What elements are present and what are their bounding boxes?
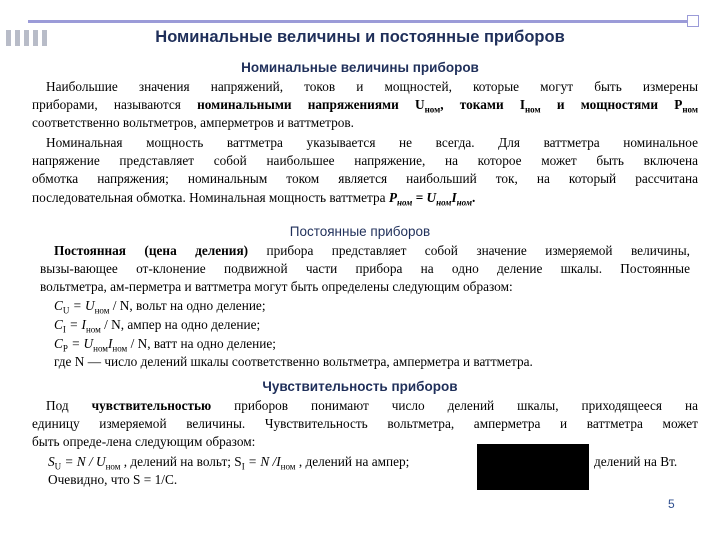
nominal-paragraph-1-line-2: приборами, называются номинальными напряжениями $U_{ном}$, токами $I_{ном}$ и мощностями $P_{ном}$ bbox=[32, 97, 698, 115]
nominal-paragraph-2-line-1: Номинальная мощность ваттметра указывается не всегда. Для ваттметра номинальное bbox=[46, 135, 698, 150]
section-heading-constants: Постоянные приборов bbox=[289, 224, 431, 239]
section-heading-sensitivity: Чувствительность приборов bbox=[262, 379, 458, 394]
constants-where-line: где N — число делений шкалы соответственно вольтметра, амперметра и ваттметра. bbox=[54, 354, 533, 369]
redacted-formula-block bbox=[477, 444, 589, 490]
slide-title: Номинальные величины и постоянные приборов bbox=[155, 28, 565, 46]
decorative-corner-square bbox=[687, 15, 699, 27]
constants-line-1: Постоянная (цена деления) прибора представляет собой значение измеряемой величины, bbox=[54, 243, 690, 258]
nominal-paragraph-2-line-4: последовательная обмотка. Номинальная мощность ваттметра $P_{ном} = U_{ном}I_{ном}$. bbox=[32, 190, 476, 208]
nominal-paragraph-1-line-1: Наибольшие значения напряжений, токов и мощностей, которые могут быть измерены bbox=[46, 79, 698, 94]
page-number: 5 bbox=[668, 497, 675, 511]
formula-ammeter-constant: $C_I = I_{ном} / N$, ампер на одно деление; bbox=[54, 317, 261, 335]
formula-voltmeter-constant: $C_U = U_{ном} / N$, вольт на одно деление; bbox=[54, 298, 266, 316]
decorative-top-line bbox=[28, 20, 698, 23]
sensitivity-formulas: $S_U = N / U_{ном}$ , делений на вольт; $S_I = N$ $/I_{ном}$ , делений на ампер; bbox=[48, 454, 410, 472]
constants-line-3: вольтметра, ам-перметра и ваттметра могут быть определены следующим образом: bbox=[40, 279, 513, 294]
sensitivity-conclusion: Очевидно, что S = 1/C. bbox=[48, 472, 178, 487]
nominal-paragraph-1-line-3: соответственно вольтметров, амперметров и ваттметров. bbox=[32, 115, 354, 130]
formula-wattmeter-constant: $C_P = U_{ном}I_{ном} / N$, ватт на одно деление; bbox=[54, 336, 276, 354]
nominal-paragraph-2-line-2: напряжение представляет собой наибольшее напряжение, на которое может быть включена bbox=[32, 153, 698, 168]
sensitivity-line-1: Под чувствительностью приборов понимают число делений шкалы, приходящееся на bbox=[46, 398, 698, 413]
sensitivity-line-2: единицу измеряемой величины. Чувствительность вольтметра, амперметра и ваттметра может bbox=[32, 416, 698, 431]
sensitivity-line-3: быть опреде-лена следующим образом: bbox=[32, 434, 256, 449]
section-heading-nominal: Номинальные величины приборов bbox=[241, 60, 479, 75]
constants-line-2: вызы-вающее от-клонение подвижной части прибора на одно деление шкалы. Постоянные bbox=[40, 261, 690, 276]
nominal-paragraph-2-line-3: обмотка напряжения; номинальным током является наибольший ток, на который рассчитана bbox=[32, 171, 698, 186]
sensitivity-wattmeter-units: делений на Вт. bbox=[594, 454, 678, 469]
